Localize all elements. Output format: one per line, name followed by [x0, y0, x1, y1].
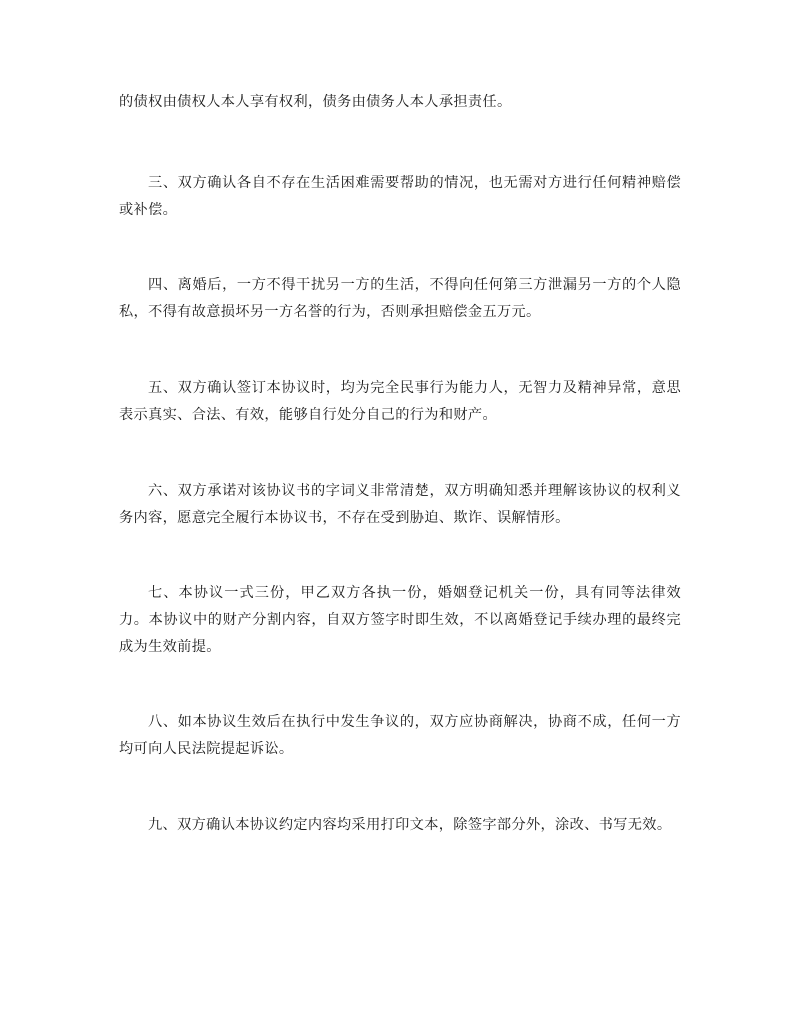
clause-five: 五、双方确认签订本协议时，均为完全民事行为能力人，无智力及精神异常，意思表示真实、合法、有效，能够自行处分自己的行为和财产。 — [119, 380, 681, 423]
clause-six: 六、双方承诺对该协议书的字词义非常清楚，双方明确知悉并理解该协议的权利义务内容，愿意完全履行本协议书，不存在受到胁迫、欺诈、误解情形。 — [119, 483, 681, 526]
clause-three: 三、双方确认各自不存在生活困难需要帮助的情况，也无需对方进行任何精神赔偿或补偿。 — [119, 175, 681, 218]
clause-four: 四、离婚后，一方不得干扰另一方的生活，不得向任何第三方泄漏另一方的个人隐私，不得有故意损坏另一方名誉的行为，否则承担赔偿金五万元。 — [119, 277, 681, 320]
clause-eight: 八、如本协议生效后在执行中发生争议的，双方应协商解决，协商不成，任何一方均可向人民法院提起诉讼。 — [119, 714, 681, 757]
paragraph-continuation: 的债权由债权人本人享有权利，债务由债务人本人承担责任。 — [119, 94, 512, 110]
clause-seven: 七、本协议一式三份，甲乙双方各执一份，婚姻登记机关一份，具有同等法律效力。本协议中的财产分割内容，自双方签字时即生效，不以离婚登记手续办理的最终完成为生效前提。 — [119, 585, 681, 655]
clause-nine: 九、双方确认本协议约定内容均采用打印文本，除签字部分外，涂改、书写无效。 — [148, 817, 672, 833]
